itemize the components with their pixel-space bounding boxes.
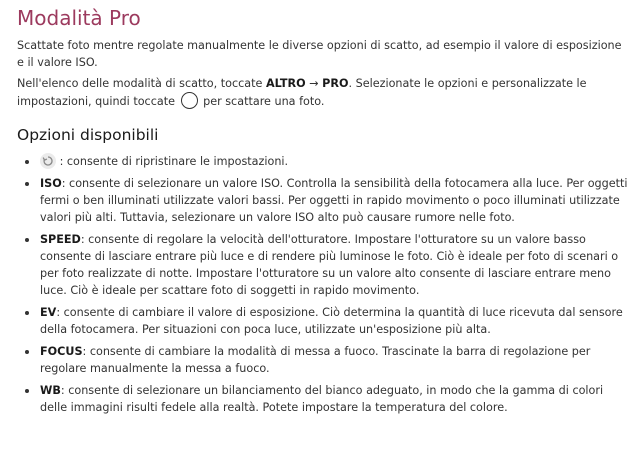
page-title: Modalità Pro — [17, 6, 141, 30]
list-item-iso — [17, 175, 629, 226]
list-item-reset — [17, 153, 629, 170]
option-label: EV — [40, 306, 57, 319]
pro-label: PRO — [322, 77, 349, 90]
bullet — [25, 350, 29, 354]
list-item-wb — [17, 382, 629, 416]
bullet — [25, 311, 29, 315]
shutter-button-icon — [181, 92, 198, 109]
instructions-text-2: . Selezionate le opzioni e personalizzate le impostazioni, quindi toccate — [17, 77, 587, 108]
option-label: FOCUS — [40, 345, 83, 358]
list-item-focus — [17, 343, 629, 377]
instructions-paragraph — [17, 75, 629, 110]
option-text: : consente di cambiare il valore di esposizione. Ciò determina la quantità di luce ricevuta dal sensore della fotocamera. Per situazioni con poca luce, utilizzate un'esposizione più alta. — [40, 306, 623, 336]
bullet — [25, 389, 29, 393]
instructions-text-3: per scattare una foto. — [199, 95, 325, 108]
bullet — [25, 182, 29, 186]
option-text: : consente di cambiare la modalità di messa a fuoco. Trascinate la barra di regolazione per regolare manualmente la messa a fuoco. — [40, 345, 591, 375]
option-text: : consente di ripristinare le impostazioni. — [59, 155, 289, 168]
section-title: Opzioni disponibili — [17, 126, 159, 144]
arrow-text: → — [305, 77, 323, 90]
bullet — [25, 238, 29, 242]
instructions-text-1: Nell'elenco delle modalità di scatto, toccate — [17, 77, 266, 90]
option-text: : consente di selezionare un valore ISO. Controlla la sensibilità della fotocamera alla luce. Per oggetti fermi o ben illuminati utilizzate valori bassi. Per oggetti in rapido movimento o poco illuminati utilizzate valori più alti. Tuttavia, selezionare un valore ISO alto può causare rumore nelle foto. — [40, 177, 628, 224]
bullet — [25, 160, 29, 164]
intro-paragraph: Scattate foto mentre regolate manualmente le diverse opzioni di scatto, ad esempio il valore di esposizione e il valore ISO. — [17, 39, 622, 69]
option-label: ISO — [40, 177, 62, 190]
options-list — [17, 153, 629, 416]
list-item-speed — [17, 231, 629, 299]
option-label: SPEED — [40, 233, 81, 246]
altro-label: ALTRO — [265, 77, 306, 90]
option-label: WB — [40, 384, 61, 397]
list-item-ev — [17, 304, 629, 338]
option-text: : consente di regolare la velocità dell'otturatore. Impostare l'otturatore su un valore basso consente di lasciare entrare più luce e di rendere più luminose le foto. Ciò è ideale per foto di scenari o per foto realizzate di notte. Impostare l'otturatore su un valore alto consente di lasciare entrare meno luce. Ciò è ideale per scattare foto di soggetti in rapido movimento. — [40, 233, 619, 297]
option-text: : consente di selezionare un bilanciamento del bianco adeguato, in modo che la gamma di colori delle immagini risulti fedele alla realtà. Potete impostare la temperatura del colore. — [40, 384, 604, 414]
reset-icon — [40, 153, 56, 169]
